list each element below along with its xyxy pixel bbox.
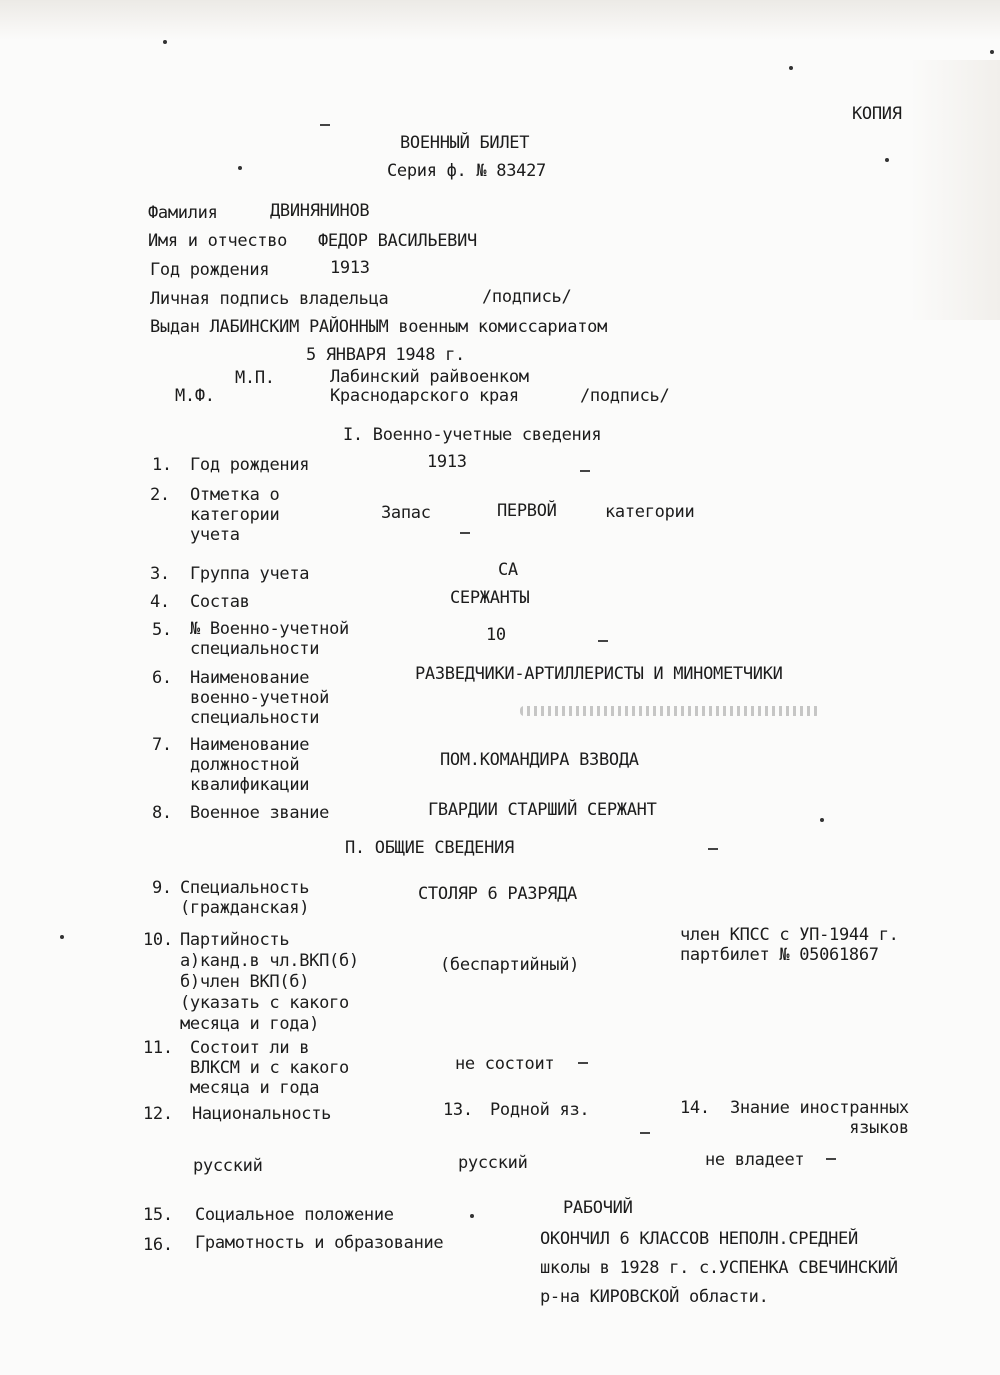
item-value: 10: [486, 625, 506, 645]
item-label: № Военно-учетной специальности: [190, 619, 349, 659]
document-series: Серия ф. № 83427: [387, 161, 546, 181]
birth-value: 1913: [330, 258, 370, 278]
item-label: Наименование должностной квалификации: [190, 735, 310, 795]
item-label: Партийность а)канд.в чл.ВКП(б) б)член ВКП(б) (указать с какого месяца и года): [180, 930, 359, 1034]
signature-label: Личная подпись владельца: [150, 289, 389, 309]
scan-shadow-top: [0, 0, 1000, 40]
scan-speck: [238, 166, 242, 170]
scan-speck: [885, 158, 889, 162]
issued-date: 5 ЯНВАРЯ 1948 г.: [306, 345, 465, 365]
commissar-line-2: Краснодарского края: [330, 386, 519, 406]
surname-value: ДВИНЯНИНОВ: [270, 201, 370, 221]
item-value: СА: [498, 560, 518, 580]
item-value: ПОМ.КОМАНДИРА ВЗВОДА: [440, 750, 639, 770]
item-label: Социальное положение: [195, 1205, 394, 1225]
item-number: 7.: [152, 735, 172, 755]
item-number: 13.: [443, 1100, 473, 1120]
document-title: ВОЕННЫЙ БИЛЕТ: [400, 133, 530, 153]
item-value: ГВАРДИИ СТАРШИЙ СЕРЖАНТ: [428, 800, 657, 820]
item-label: Наименование военно-учетной специальности: [190, 668, 330, 728]
item-label: Родной яз.: [490, 1100, 590, 1120]
item-value: ОКОНЧИЛ 6 КЛАССОВ НЕПОЛН.СРЕДНЕЙ школы в 1928 г. с.УСПЕНКА СВЕЧИНСКИЙ р-на КИРОВСКОЙ области.: [540, 1229, 898, 1307]
item-number: 16.: [143, 1235, 173, 1255]
scan-smudge: [520, 706, 820, 716]
item-value: СТОЛЯР 6 РАЗРЯДА: [418, 884, 577, 904]
scan-speck: [826, 1158, 836, 1160]
item-number: 4.: [150, 592, 170, 612]
scan-speck: [580, 470, 590, 472]
item-value: русский: [458, 1153, 528, 1173]
item-number: 9.: [152, 878, 172, 898]
item-label: Состоит ли в ВЛКСМ и с какого месяца и года: [190, 1038, 349, 1098]
scan-speck: [990, 50, 994, 54]
item-number: 6.: [152, 668, 172, 688]
item-value: РАЗВЕДЧИКИ-АРТИЛЛЕРИСТЫ И МИНОМЕТЧИКИ: [415, 664, 783, 684]
birth-label: Год рождения: [150, 260, 270, 280]
scan-speck: [598, 640, 608, 642]
issued-line: Выдан ЛАБИНСКИМ РАЙОННЫМ военным комиссариатом: [150, 317, 608, 337]
item-number: 11.: [143, 1038, 173, 1058]
item-number: 1.: [152, 455, 172, 475]
party-membership-note: член КПСС с УП-1944 г. партбилет № 05061867: [680, 925, 899, 965]
item-label: Грамотность и образование: [195, 1233, 444, 1253]
item-value: русский: [193, 1156, 263, 1176]
item-label: Знание иностранных языков: [730, 1098, 909, 1138]
stamp-mp: М.П.: [235, 368, 275, 388]
item-value-reserve: Запас: [381, 503, 431, 523]
name-label: Имя и отчество: [148, 231, 288, 251]
item-value: не владеет: [705, 1150, 805, 1170]
scan-speck: [708, 848, 718, 850]
item-label: Военное звание: [190, 803, 330, 823]
item-number: 14.: [680, 1098, 710, 1118]
stamp-mf: М.Ф.: [175, 386, 215, 406]
scan-speck: [60, 935, 64, 939]
section1-heading: I. Военно-учетные сведения: [343, 425, 602, 445]
copy-mark: КОПИЯ: [852, 104, 902, 124]
scan-speck: [470, 1214, 474, 1218]
signature-value: /подпись/: [482, 287, 572, 307]
name-value: ФЕДОР ВАСИЛЬЕВИЧ: [318, 231, 477, 251]
item-label: Год рождения: [190, 455, 310, 475]
item-value: (беспартийный): [440, 955, 580, 975]
scan-speck: [460, 532, 470, 534]
item-value: СЕРЖАНТЫ: [450, 588, 530, 608]
item-label: Группа учета: [190, 564, 310, 584]
item-value: РАБОЧИЙ: [563, 1198, 633, 1218]
item-label: Отметка о категории учета: [190, 485, 280, 545]
scan-speck: [789, 66, 793, 70]
item-value: 1913: [427, 452, 467, 472]
item-label: Национальность: [192, 1104, 332, 1124]
surname-label: Фамилия: [148, 203, 218, 223]
item-number: 12.: [143, 1104, 173, 1124]
scan-speck: [163, 40, 167, 44]
scan-speck: [820, 818, 824, 822]
scan-shadow-right: [910, 60, 1000, 320]
item-number: 2.: [150, 485, 170, 505]
scan-speck: [640, 1132, 650, 1134]
item-value: не состоит: [455, 1054, 555, 1074]
item-number: 3.: [150, 564, 170, 584]
commissar-line-1: Лабинский райвоенком: [330, 367, 529, 387]
item-number: 5.: [152, 620, 172, 640]
item-number: 10.: [143, 930, 173, 950]
item-value-suffix: категории: [605, 502, 695, 522]
scan-speck: [320, 124, 330, 126]
item-label: Специальность (гражданская): [180, 878, 310, 918]
item-label: Состав: [190, 592, 250, 612]
scan-speck: [578, 1062, 588, 1064]
commissar-signature: /подпись/: [580, 386, 670, 406]
section2-heading: П. ОБЩИЕ СВЕДЕНИЯ: [345, 838, 514, 858]
item-number: 15.: [143, 1205, 173, 1225]
item-number: 8.: [152, 803, 172, 823]
item-value-category: ПЕРВОЙ: [497, 501, 557, 521]
